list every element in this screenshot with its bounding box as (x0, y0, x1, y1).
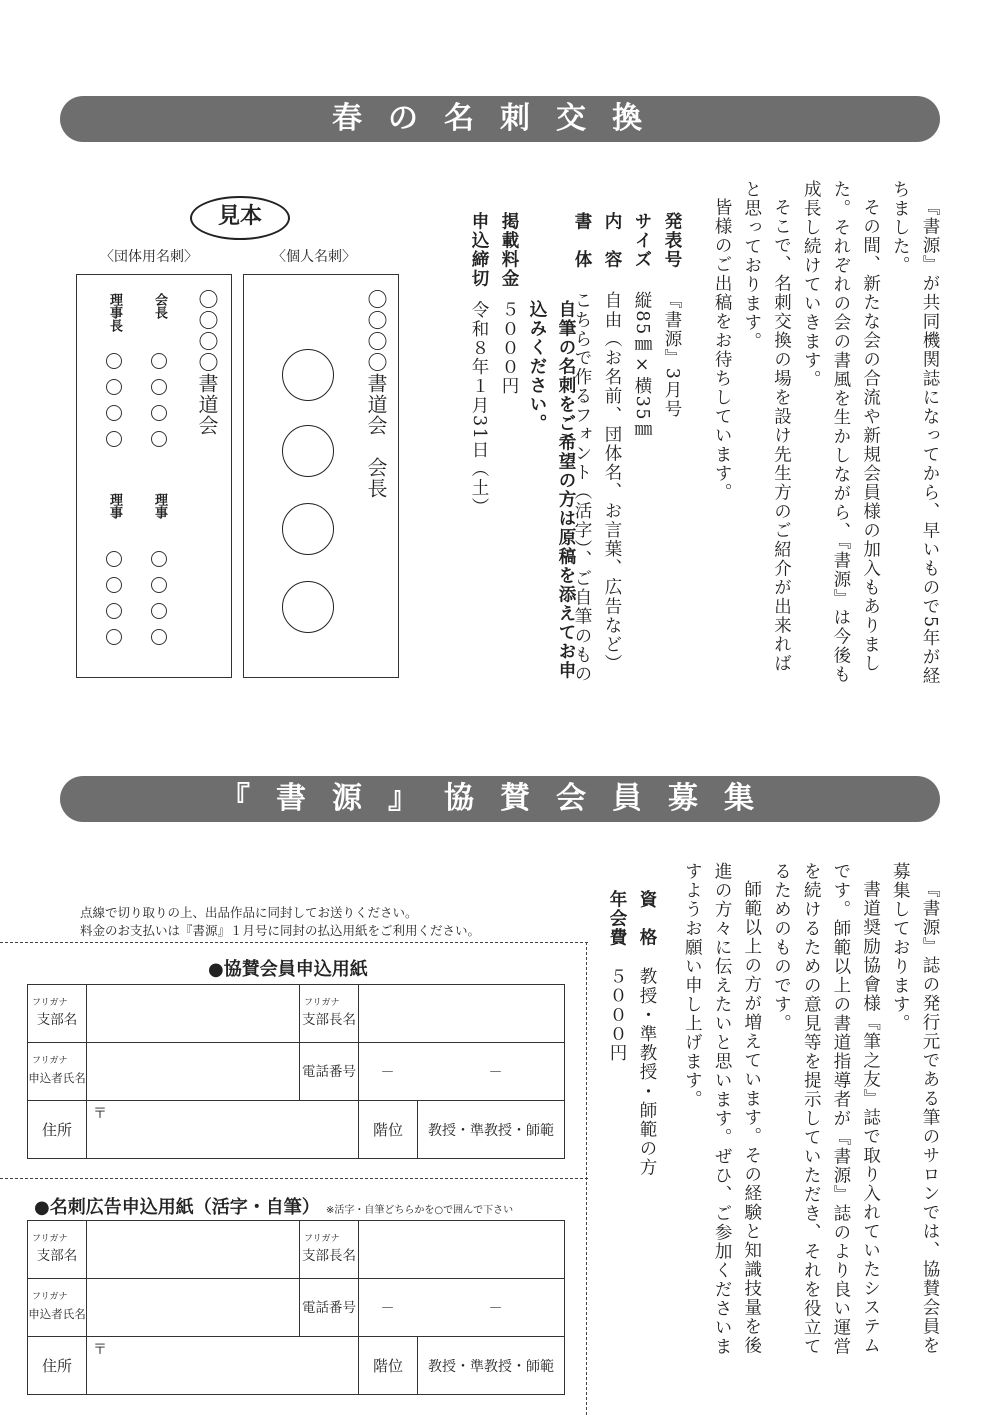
name-circle (151, 603, 167, 619)
branch-head-input[interactable] (359, 1221, 565, 1279)
branch-label: 支部名 (36, 1248, 78, 1264)
large-name-circle (282, 581, 334, 633)
branch-head-input[interactable] (359, 985, 565, 1043)
personal-card-sample (243, 274, 399, 678)
card-ad-form-title: ●名刺広告申込用紙（活字・自筆） (34, 1197, 320, 1218)
large-name-circle (282, 425, 334, 477)
cut-line-middle (0, 1178, 588, 1179)
deadline-row (464, 212, 494, 517)
group-role-director-1: 理事 (152, 493, 167, 519)
name-circle (106, 629, 122, 645)
name-circle (106, 353, 122, 369)
name-circle (106, 379, 122, 395)
phone-label-cell (300, 1279, 359, 1337)
address-label: 住所 (41, 1356, 72, 1375)
applicant-input[interactable] (87, 1043, 300, 1101)
spring-paragraph: その間、新たな会の合流や新規会員様の加入もありました。それぞれの会の書風を生かしながら、『書源』は今後も成長し続けていきます。 (801, 180, 881, 685)
sponsor-intro-text (682, 862, 944, 1362)
branch-head-label-cell (300, 1221, 359, 1279)
phone-input[interactable]: － － (359, 1043, 565, 1101)
rank-label: 階位 (372, 1356, 403, 1375)
group-role-chairman: 会長 (152, 293, 167, 319)
address-input[interactable]: 〒 (87, 1337, 359, 1395)
rank-options[interactable]: 教授・準教授・師範 (418, 1101, 565, 1159)
branch-input[interactable] (87, 1221, 300, 1279)
applicant-label: 申込者氏名 (28, 1307, 86, 1321)
group-role-director-2: 理事 (107, 493, 122, 519)
card-ad-application-form (27, 1220, 565, 1395)
name-circle (151, 379, 167, 395)
spring-banner (60, 96, 940, 142)
name-circle (106, 577, 122, 593)
size-value: 縦85㎜×横35㎜ (632, 291, 652, 441)
name-circle (106, 405, 122, 421)
typeface-label: 書 体 (572, 212, 592, 270)
sponsor-paragraph: 師範以上の方が増えています。その経験と知識技量を後進の方々に伝えたいと思います。ぜひ、ご参加くださいますようお願い申し上げます。 (682, 862, 762, 1356)
name-circle (106, 431, 122, 447)
sponsor-banner (60, 776, 940, 822)
furigana-label: フリガナ (32, 1292, 68, 1302)
name-circle (106, 603, 122, 619)
furigana-label: フリガナ (304, 1234, 340, 1244)
group-card-sample (76, 274, 232, 678)
cut-line-vertical (586, 942, 587, 1415)
sponsor-application-form (27, 984, 565, 1159)
sponsor-section-title: 『書源』協賛会員募集 (220, 781, 780, 816)
name-circle (106, 551, 122, 567)
deadline-label: 申込締切 (469, 212, 489, 289)
annual-fee-label: 年会費 (607, 890, 627, 948)
furigana-label: フリガナ (32, 998, 68, 1008)
content-label: 内 容 (602, 212, 622, 270)
sponsor-paragraph: 書道奨励協會様『筆之友』誌で取り入れていたシステムです。師範以上の書道指導者が『書源』誌のより良い運営を続けるための意見等を提示していただき、それを役立てるためのものです。 (771, 862, 881, 1356)
phone-label: 電話番号 (302, 1063, 356, 1080)
card-ad-form-note: ※活字・自筆どちらかを○で囲んで下さい (326, 1205, 514, 1216)
furigana-label: フリガナ (304, 998, 340, 1008)
fee-label: 掲載料金 (499, 212, 519, 289)
address-label-cell (28, 1101, 87, 1159)
branch-label-cell (28, 985, 87, 1043)
name-circle (151, 353, 167, 369)
rank-options[interactable]: 教授・準教授・師範 (418, 1337, 565, 1395)
phone-input[interactable]: － － (359, 1279, 565, 1337)
address-label-cell (28, 1337, 87, 1395)
furigana-label: フリガナ (32, 1056, 68, 1066)
typeface-value: こちらで作るフォント（活字）、ご自筆のもの (572, 291, 592, 684)
group-role-director-general: 理事長 (107, 293, 122, 332)
publication-value: 『書源』3月号 (662, 291, 682, 419)
fee-value: ５０００円 (499, 300, 519, 396)
furigana-label: フリガナ (32, 1234, 68, 1244)
branch-input[interactable] (87, 985, 300, 1043)
applicant-label-cell (28, 1043, 87, 1101)
name-circle (151, 551, 167, 567)
content-row (597, 212, 627, 673)
annual-fee-value: ５０００円 (607, 967, 627, 1063)
branch-head-label-cell (300, 985, 359, 1043)
large-name-circle (282, 503, 334, 555)
publication-label: 発表号 (662, 212, 682, 270)
branch-head-label: 支部長名 (302, 1012, 356, 1028)
payment-notice: 料金のお支払いは『書源』１月号に同封の払込用紙をご利用ください。 (80, 923, 481, 938)
rank-label-cell (359, 1101, 418, 1159)
name-circle (151, 577, 167, 593)
content-value: 自由（お名前、団体名、お言葉、広告など） (602, 291, 622, 674)
sponsor-paragraph: 『書源』誌の発行元である筆のサロンでは、協賛会員を募集しております。 (890, 862, 940, 1355)
deadline-value: 令和８年１月31日（土） (469, 300, 489, 517)
publication-row (657, 212, 687, 419)
spring-paragraph: 『書源』が共同機関誌になってから、早いもので5年が経ちました。 (890, 180, 940, 686)
personal-card-org-title: 〇〇〇〇書道会 会長 (364, 289, 388, 499)
rank-label: 階位 (372, 1120, 403, 1139)
name-circle (151, 629, 167, 645)
applicant-label: 申込者氏名 (28, 1071, 86, 1085)
cutout-notice: 点線で切り取りの上、出品作品に同封してお送りください。 (80, 905, 418, 920)
rank-label-cell (359, 1337, 418, 1395)
applicant-input[interactable] (87, 1279, 300, 1337)
cut-line-top (0, 942, 588, 943)
size-label: サイズ (632, 212, 652, 270)
name-circle (151, 431, 167, 447)
size-row (627, 212, 657, 440)
card-ad-form-title-row (34, 1193, 513, 1219)
annual-fee-row (602, 890, 632, 1063)
spring-paragraph: そこで、名刺交換の場を設け先生方のご紹介が出来ればと思っております。 (741, 180, 792, 673)
personal-card-label: 〈個人名刺〉 (272, 249, 356, 265)
phone-label-cell (300, 1043, 359, 1101)
group-card-org-name: 〇〇〇〇書道会 (195, 289, 219, 436)
large-name-circle (282, 349, 334, 401)
branch-head-label: 支部長名 (302, 1248, 356, 1264)
handwritten-note: 自筆の名刺をご希望の方は原稿を添えてお申込みください。 (527, 300, 576, 680)
group-card-label: 〈団体用名刺〉 (100, 249, 198, 265)
branch-label-cell (28, 1221, 87, 1279)
address-label: 住所 (41, 1120, 72, 1139)
address-input[interactable]: 〒 (87, 1101, 359, 1159)
spring-paragraph: 皆様のご出稿をお待ちしています。 (712, 197, 733, 502)
phone-label: 電話番号 (302, 1299, 356, 1316)
spring-intro-text (712, 180, 944, 690)
sponsor-form-title: ●協賛会員申込用紙 (208, 959, 368, 980)
name-circle (151, 405, 167, 421)
sample-badge: 見本 (190, 196, 290, 240)
fee-row (494, 212, 524, 396)
spring-section-title: 春の名刺交換 (332, 101, 668, 136)
branch-label: 支部名 (36, 1012, 78, 1028)
qualification-row (632, 890, 662, 1177)
applicant-label-cell (28, 1279, 87, 1337)
qualification-value: 教授・準教授・師範の方 (637, 967, 657, 1178)
qualification-label: 資 格 (637, 890, 657, 948)
